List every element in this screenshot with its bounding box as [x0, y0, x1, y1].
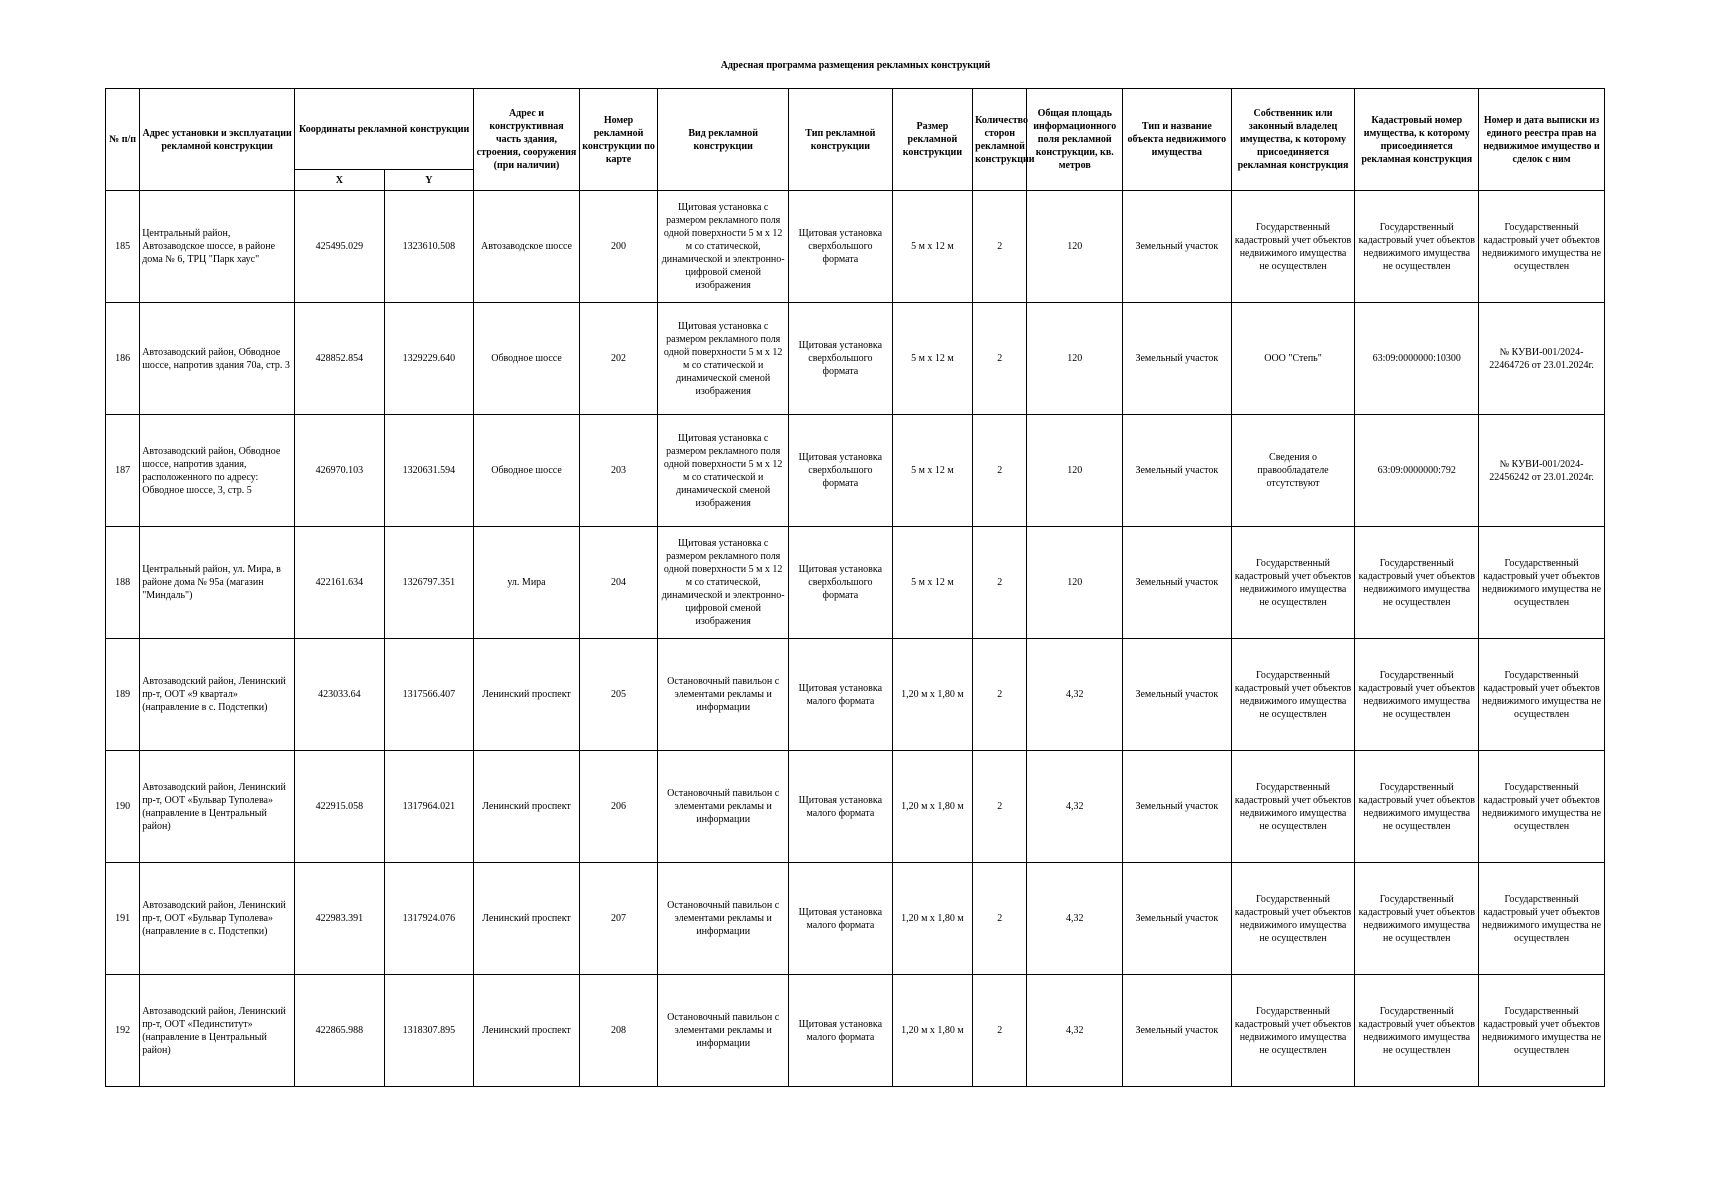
header-size: Размер рекламной конструкции — [892, 89, 972, 191]
cell-owner: Государственный кадастровый учет объектов недвижимого имущества не осуществлен — [1231, 639, 1355, 751]
cell-sides: 2 — [973, 863, 1027, 975]
cell-registry: № КУВИ-001/2024-22464726 от 23.01.2024г. — [1479, 303, 1605, 415]
cell-address: Центральный район, ул. Мира, в районе дома № 95а (магазин "Миндаль") — [140, 527, 295, 639]
cell-num: 190 — [106, 751, 140, 863]
cell-x: 423033.64 — [295, 639, 385, 751]
cell-size: 1,20 м х 1,80 м — [892, 639, 972, 751]
cell-owner: Государственный кадастровый учет объектов недвижимого имущества не осуществлен — [1231, 191, 1355, 303]
cell-property: Земельный участок — [1123, 415, 1232, 527]
document-title: Адресная программа размещения рекламных конструкций — [720, 60, 991, 71]
cell-property: Земельный участок — [1123, 975, 1232, 1087]
cell-registry: Государственный кадастровый учет объектов недвижимого имущества не осуществлен — [1479, 639, 1605, 751]
header-sides: Количество сторон рекламной конструкции — [973, 89, 1027, 191]
header-coordinates: Координаты рекламной конструкции — [295, 89, 474, 170]
cell-type: Щитовая установка малого формата — [789, 863, 893, 975]
table-header — [106, 89, 1605, 191]
cell-cadastral: 63:09:0000000:792 — [1355, 415, 1479, 527]
cell-size: 5 м х 12 м — [892, 415, 972, 527]
cell-y: 1326797.351 — [384, 527, 474, 639]
cell-cadastral: Государственный кадастровый учет объектов недвижимого имущества не осуществлен — [1355, 527, 1479, 639]
cell-size: 5 м х 12 м — [892, 303, 972, 415]
cell-map-number: 208 — [579, 975, 657, 1087]
ad-structures-table — [105, 88, 1605, 1087]
cell-sides: 2 — [973, 751, 1027, 863]
cell-registry: Государственный кадастровый учет объектов недвижимого имущества не осуществлен — [1479, 863, 1605, 975]
cell-num: 186 — [106, 303, 140, 415]
cell-cadastral: Государственный кадастровый учет объектов недвижимого имущества не осуществлен — [1355, 751, 1479, 863]
header-kind: Вид рекламной конструкции — [658, 89, 789, 191]
cell-cadastral: Государственный кадастровый учет объектов недвижимого имущества не осуществлен — [1355, 191, 1479, 303]
cell-cadastral: 63:09:0000000:10300 — [1355, 303, 1479, 415]
cell-y: 1320631.594 — [384, 415, 474, 527]
cell-num: 185 — [106, 191, 140, 303]
cell-x: 422915.058 — [295, 751, 385, 863]
header-num: № п/п — [106, 89, 140, 191]
cell-kind: Остановочный павильон с элементами рекламы и информации — [658, 975, 789, 1087]
cell-sides: 2 — [973, 975, 1027, 1087]
cell-area: 4,32 — [1027, 975, 1123, 1087]
cell-registry: Государственный кадастровый учет объектов недвижимого имущества не осуществлен — [1479, 191, 1605, 303]
cell-type: Щитовая установка сверхбольшого формата — [789, 527, 893, 639]
cell-type: Щитовая установка сверхбольшого формата — [789, 415, 893, 527]
cell-building: Обводное шоссе — [474, 303, 580, 415]
cell-building: ул. Мира — [474, 527, 580, 639]
header-area: Общая площадь информационного поля рекламной конструкции, кв. метров — [1027, 89, 1123, 191]
cell-building: Ленинский проспект — [474, 751, 580, 863]
cell-num: 188 — [106, 527, 140, 639]
cell-map-number: 207 — [579, 863, 657, 975]
cell-y: 1329229.640 — [384, 303, 474, 415]
cell-size: 1,20 м х 1,80 м — [892, 863, 972, 975]
cell-map-number: 205 — [579, 639, 657, 751]
cell-building: Ленинский проспект — [474, 639, 580, 751]
cell-area: 120 — [1027, 303, 1123, 415]
cell-address: Автозаводский район, Обводное шоссе, напротив здания, расположенного по адресу: Обводное шоссе, 3, стр. 5 — [140, 415, 295, 527]
cell-registry: № КУВИ-001/2024-22456242 от 23.01.2024г. — [1479, 415, 1605, 527]
cell-size: 5 м х 12 м — [892, 191, 972, 303]
table-row — [106, 639, 1605, 751]
header-map-number: Номер рекламной конструкции по карте — [579, 89, 657, 191]
cell-type: Щитовая установка малого формата — [789, 639, 893, 751]
cell-num: 191 — [106, 863, 140, 975]
table-row — [106, 191, 1605, 303]
cell-building: Ленинский проспект — [474, 863, 580, 975]
cell-owner: Государственный кадастровый учет объектов недвижимого имущества не осуществлен — [1231, 751, 1355, 863]
table-row — [106, 303, 1605, 415]
header-property: Тип и название объекта недвижимого имущества — [1123, 89, 1232, 191]
cell-x: 428852.854 — [295, 303, 385, 415]
cell-address: Автозаводский район, Обводное шоссе, напротив здания 70а, стр. 3 — [140, 303, 295, 415]
header-building: Адрес и конструктивная часть здания, строения, сооружения (при наличии) — [474, 89, 580, 191]
cell-cadastral: Государственный кадастровый учет объектов недвижимого имущества не осуществлен — [1355, 863, 1479, 975]
table-body — [106, 191, 1605, 1087]
header-owner: Собственник или законный владелец имущества, к которому присоединяется рекламная конструкция — [1231, 89, 1355, 191]
cell-kind: Щитовая установка с размером рекламного поля одной поверхности 5 м х 12 м со статической, динамической и электронно-цифровой сменой изображения — [658, 527, 789, 639]
cell-area: 4,32 — [1027, 639, 1123, 751]
cell-kind: Остановочный павильон с элементами рекламы и информации — [658, 751, 789, 863]
cell-map-number: 204 — [579, 527, 657, 639]
cell-type: Щитовая установка сверхбольшого формата — [789, 191, 893, 303]
table-row — [106, 975, 1605, 1087]
cell-x: 422983.391 — [295, 863, 385, 975]
cell-type: Щитовая установка малого формата — [789, 975, 893, 1087]
cell-map-number: 206 — [579, 751, 657, 863]
header-y: Y — [384, 170, 474, 191]
cell-num: 187 — [106, 415, 140, 527]
cell-map-number: 203 — [579, 415, 657, 527]
cell-sides: 2 — [973, 415, 1027, 527]
cell-sides: 2 — [973, 639, 1027, 751]
cell-kind: Щитовая установка с размером рекламного поля одной поверхности 5 м х 12 м со статической, динамической и электронно-цифровой сменой изображения — [658, 191, 789, 303]
cell-kind: Остановочный павильон с элементами рекламы и информации — [658, 639, 789, 751]
cell-property: Земельный участок — [1123, 751, 1232, 863]
cell-num: 192 — [106, 975, 140, 1087]
cell-address: Автозаводский район, Ленинский пр-т, ООТ «Пединститут» (направление в Центральный район) — [140, 975, 295, 1087]
cell-property: Земельный участок — [1123, 191, 1232, 303]
cell-x: 422865.988 — [295, 975, 385, 1087]
table-row — [106, 527, 1605, 639]
cell-size: 5 м х 12 м — [892, 527, 972, 639]
cell-area: 4,32 — [1027, 751, 1123, 863]
cell-map-number: 202 — [579, 303, 657, 415]
cell-type: Щитовая установка малого формата — [789, 751, 893, 863]
table-row — [106, 751, 1605, 863]
cell-area: 120 — [1027, 527, 1123, 639]
cell-owner: Государственный кадастровый учет объектов недвижимого имущества не осуществлен — [1231, 527, 1355, 639]
cell-map-number: 200 — [579, 191, 657, 303]
header-address: Адрес установки и эксплуатации рекламной конструкции — [140, 89, 295, 191]
cell-registry: Государственный кадастровый учет объектов недвижимого имущества не осуществлен — [1479, 975, 1605, 1087]
cell-x: 425495.029 — [295, 191, 385, 303]
cell-building: Автозаводское шоссе — [474, 191, 580, 303]
header-type: Тип рекламной конструкции — [789, 89, 893, 191]
cell-x: 426970.103 — [295, 415, 385, 527]
table-row — [106, 863, 1605, 975]
cell-cadastral: Государственный кадастровый учет объектов недвижимого имущества не осуществлен — [1355, 975, 1479, 1087]
header-cadastral: Кадастровый номер имущества, к которому присоединяется рекламная конструкция — [1355, 89, 1479, 191]
cell-y: 1318307.895 — [384, 975, 474, 1087]
cell-property: Земельный участок — [1123, 639, 1232, 751]
cell-owner: Сведения о правообладателе отсутствуют — [1231, 415, 1355, 527]
cell-registry: Государственный кадастровый учет объектов недвижимого имущества не осуществлен — [1479, 527, 1605, 639]
cell-y: 1317964.021 — [384, 751, 474, 863]
cell-kind: Щитовая установка с размером рекламного поля одной поверхности 5 м х 12 м со статической и динамической сменой изображения — [658, 415, 789, 527]
cell-y: 1323610.508 — [384, 191, 474, 303]
cell-area: 120 — [1027, 415, 1123, 527]
cell-property: Земельный участок — [1123, 527, 1232, 639]
cell-address: Автозаводский район, Ленинский пр-т, ООТ «9 квартал» (направление в с. Подстепки) — [140, 639, 295, 751]
cell-sides: 2 — [973, 303, 1027, 415]
cell-owner: Государственный кадастровый учет объектов недвижимого имущества не осуществлен — [1231, 863, 1355, 975]
cell-property: Земельный участок — [1123, 303, 1232, 415]
cell-kind: Щитовая установка с размером рекламного поля одной поверхности 5 м х 12 м со статической и динамической сменой изображения — [658, 303, 789, 415]
cell-area: 120 — [1027, 191, 1123, 303]
cell-size: 1,20 м х 1,80 м — [892, 751, 972, 863]
cell-building: Обводное шоссе — [474, 415, 580, 527]
cell-property: Земельный участок — [1123, 863, 1232, 975]
cell-x: 422161.634 — [295, 527, 385, 639]
cell-kind: Остановочный павильон с элементами рекламы и информации — [658, 863, 789, 975]
cell-cadastral: Государственный кадастровый учет объектов недвижимого имущества не осуществлен — [1355, 639, 1479, 751]
header-registry: Номер и дата выписки из единого реестра прав на недвижимое имущество и сделок с ним — [1479, 89, 1605, 191]
cell-sides: 2 — [973, 527, 1027, 639]
cell-address: Автозаводский район, Ленинский пр-т, ООТ «Бульвар Туполева» (направление в Центральный район) — [140, 751, 295, 863]
cell-size: 1,20 м х 1,80 м — [892, 975, 972, 1087]
cell-type: Щитовая установка сверхбольшого формата — [789, 303, 893, 415]
cell-address: Центральный район, Автозаводское шоссе, в районе дома № 6, ТРЦ "Парк хаус" — [140, 191, 295, 303]
header-x: X — [295, 170, 385, 191]
cell-area: 4,32 — [1027, 863, 1123, 975]
cell-y: 1317924.076 — [384, 863, 474, 975]
cell-owner: Государственный кадастровый учет объектов недвижимого имущества не осуществлен — [1231, 975, 1355, 1087]
cell-num: 189 — [106, 639, 140, 751]
table-row — [106, 415, 1605, 527]
cell-building: Ленинский проспект — [474, 975, 580, 1087]
cell-address: Автозаводский район, Ленинский пр-т, ООТ «Бульвар Туполева» (направление в с. Подстепки) — [140, 863, 295, 975]
cell-registry: Государственный кадастровый учет объектов недвижимого имущества не осуществлен — [1479, 751, 1605, 863]
cell-owner: ООО "Степь" — [1231, 303, 1355, 415]
cell-sides: 2 — [973, 191, 1027, 303]
cell-y: 1317566.407 — [384, 639, 474, 751]
